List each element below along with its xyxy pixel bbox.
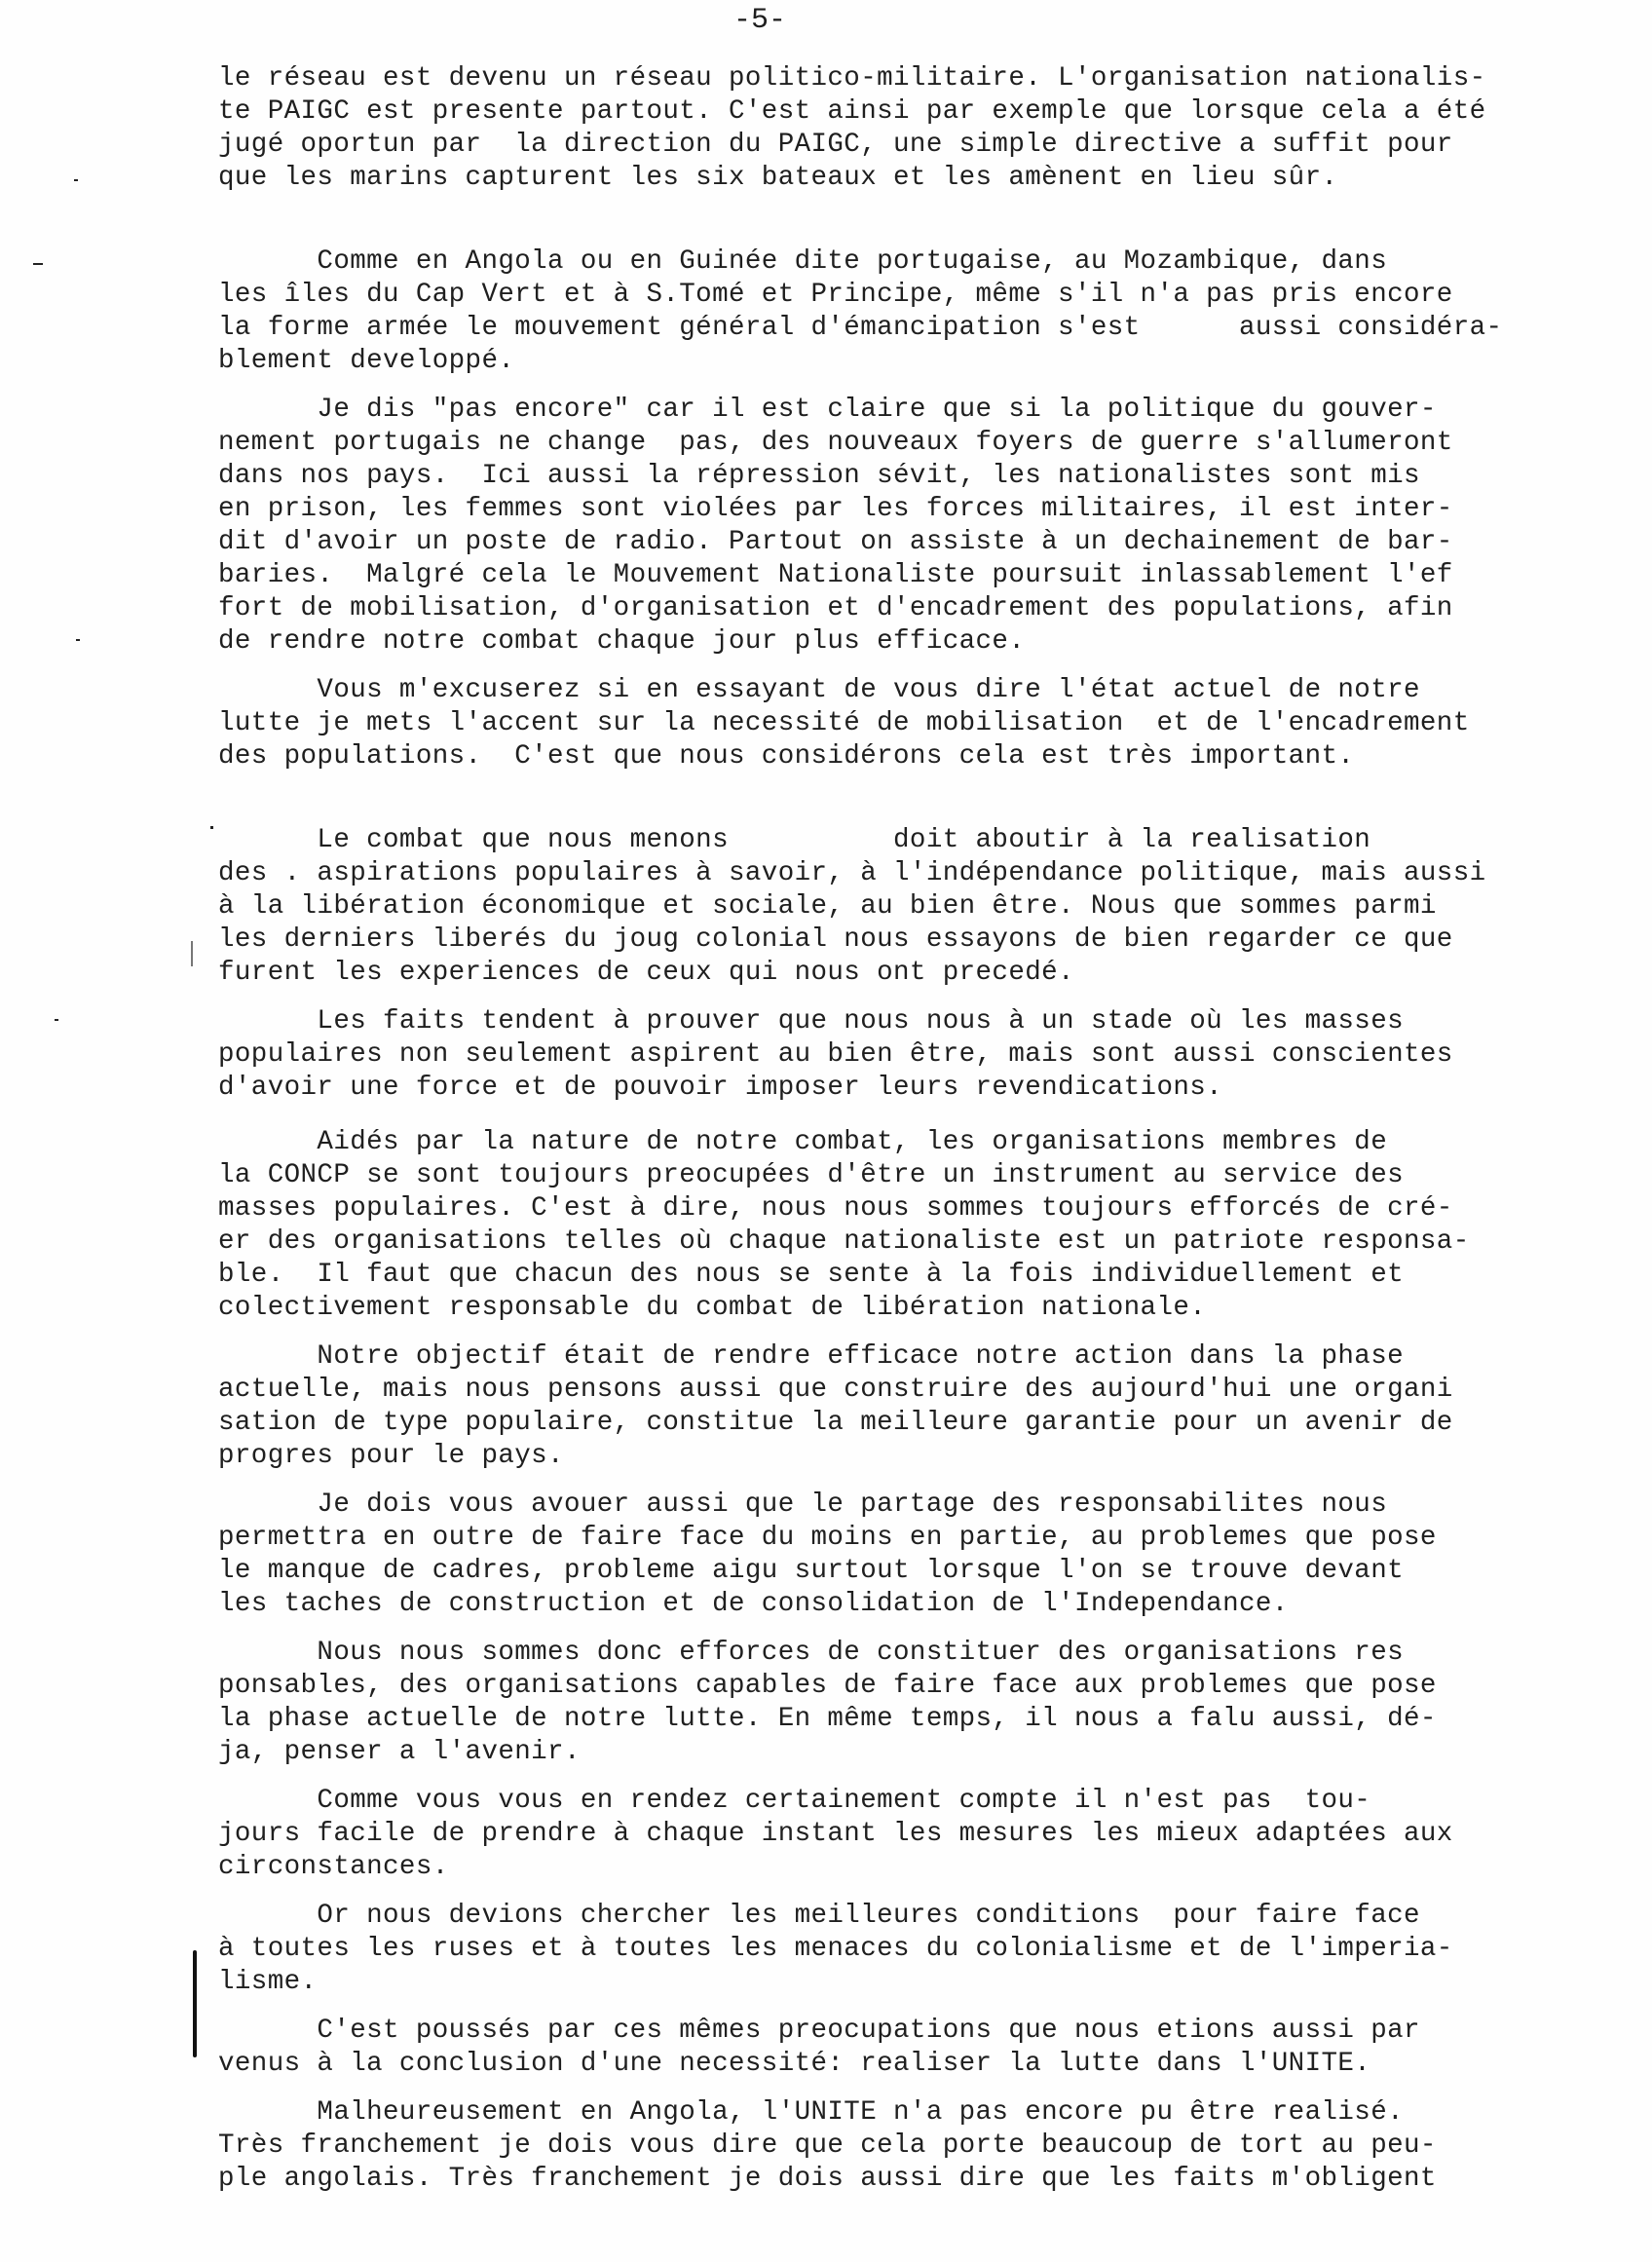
margin-tick: [76, 639, 80, 641]
text-line: Les faits tendent à prouver que nous nous à un stade où les masses: [218, 1006, 1404, 1037]
paragraph-spacer: [218, 378, 1543, 394]
paragraph-spacer: [218, 773, 1543, 824]
text-line: Malheureusement en Angola, l'UNITE n'a pas encore pu être realisé.: [218, 2097, 1404, 2128]
text-line: ponsables, des organisations capables de faire face aux problemes que pose: [218, 1671, 1437, 1701]
text-line: le manque de cadres, probleme aigu surtout lorsque l'on se trouve devant: [218, 1556, 1404, 1586]
paragraph-spacer: [218, 195, 1543, 245]
text-line: le réseau est devenu un réseau politico-militaire. L'organisation nationalis-: [218, 63, 1486, 94]
text-line: Comme en Angola ou en Guinée dite portugaise, au Mozambique, dans: [218, 246, 1388, 277]
text-line: progres pour le pays.: [218, 1441, 564, 1471]
text-line: C'est poussés par ces mêmes preocupations que nous etions aussi par: [218, 2016, 1420, 2046]
text-line: permettra en outre de faire face du moins en partie, au problemes que pose: [218, 1523, 1437, 1553]
text-line: populaires non seulement aspirent au bien être, mais sont aussi conscientes: [218, 1039, 1453, 1070]
text-line: dans nos pays. Ici aussi la répression sévit, les nationalistes sont mis: [218, 461, 1420, 491]
paragraph: [218, 62, 1543, 195]
paragraph-spacer: [218, 1105, 1543, 1126]
text-line: ble. Il faut que chacun des nous se sente à la fois individuellement et: [218, 1260, 1404, 1290]
paragraph: [218, 824, 1543, 990]
text-line: furent les experiences de ceux qui nous ont precedé.: [218, 958, 1074, 988]
text-line: jours facile de prendre à chaque instant les mesures les mieux adaptées aux: [218, 1819, 1453, 1849]
text-line: de rendre notre combat chaque jour plus efficace.: [218, 626, 1026, 657]
text-line: jugé oportun par la direction du PAIGC, une simple directive a suffit pour: [218, 130, 1453, 160]
paragraph-spacer: [218, 1473, 1543, 1489]
paragraph: [218, 245, 1543, 378]
text-line: Nous nous sommes donc efforces de constituer des organisations res: [218, 1638, 1404, 1668]
text-line: fort de mobilisation, d'organisation et d'encadrement des populations, afin: [218, 593, 1453, 623]
text-line: Notre objectif était de rendre efficace notre action dans la phase: [218, 1341, 1404, 1372]
paragraph: [218, 2096, 1543, 2196]
text-line: la forme armée le mouvement général d'émancipation s'est aussi considéra-: [218, 313, 1503, 343]
text-line: Aidés par la nature de notre combat, les organisations membres de: [218, 1127, 1388, 1157]
text-line: colectivement responsable du combat de libération nationale.: [218, 1293, 1207, 1323]
paragraph: [218, 2015, 1543, 2081]
margin-tick: [74, 179, 78, 181]
text-line: les taches de construction et de consolidation de l'Independance.: [218, 1589, 1289, 1619]
text-line: te PAIGC est presente partout. C'est ainsi par exemple que lorsque cela a été: [218, 96, 1486, 127]
text-line: la phase actuelle de notre lutte. En même temps, il nous a falu aussi, dé-: [218, 1704, 1437, 1734]
text-line: des . aspirations populaires à savoir, à l'indépendance politique, mais aussi: [218, 858, 1486, 888]
text-line: à la libération économique et sociale, au bien être. Nous que sommes parmi: [218, 891, 1437, 922]
text-line: les derniers liberés du joug colonial nous essayons de bien regarder ce que: [218, 924, 1453, 955]
text-line: ple angolais. Très franchement je dois aussi dire que les faits m'obligent: [218, 2164, 1437, 2194]
margin-bracket-line: [193, 1950, 197, 2057]
text-line: Comme vous vous en rendez certainement compte il n'est pas tou-: [218, 1786, 1371, 1816]
paragraph: [218, 1126, 1543, 1325]
paragraph-spacer: [218, 1769, 1543, 1785]
text-line: Le combat que nous menons doit aboutir à la realisation: [218, 825, 1371, 855]
paragraph-spacer: [218, 990, 1543, 1005]
paragraph: [218, 394, 1543, 659]
text-line: Je dis "pas encore" car il est claire que si la politique du gouver-: [218, 395, 1437, 425]
paragraph-spacer: [218, 1325, 1543, 1340]
text-line: lutte je mets l'accent sur la necessité de mobilisation et de l'encadrement: [218, 708, 1470, 738]
text-line: la CONCP se sont toujours preocupées d'être un instrument au service des: [218, 1160, 1404, 1190]
text-line: dit d'avoir un poste de radio. Partout on assiste à un dechainement de bar-: [218, 527, 1453, 557]
text-line: lisme.: [218, 1967, 318, 1997]
text-line: sation de type populaire, constitue la meilleure garantie pour un avenir de: [218, 1408, 1453, 1438]
paragraph: [218, 674, 1543, 773]
text-line: blement developpé.: [218, 346, 515, 376]
margin-tick: [191, 941, 193, 966]
text-line: actuelle, mais nous pensons aussi que construire des aujourd'hui une organi: [218, 1375, 1453, 1405]
document-body: [218, 62, 1543, 2196]
paragraph-spacer: [218, 1884, 1543, 1900]
text-line: des populations. C'est que nous considérons cela est très important.: [218, 741, 1355, 772]
paragraph-spacer: [218, 1999, 1543, 2015]
text-line: nement portugais ne change pas, des nouveaux foyers de guerre s'allumeront: [218, 428, 1453, 458]
paragraph: [218, 1489, 1543, 1621]
margin-tick: [33, 263, 43, 265]
paragraph-spacer: [218, 2081, 1543, 2096]
margin-tick: [55, 1019, 58, 1021]
paragraph: [218, 1900, 1543, 1999]
text-line: d'avoir une force et de pouvoir imposer leurs revendications.: [218, 1073, 1223, 1103]
text-line: venus à la conclusion d'une necessité: realiser la lutte dans l'UNITE.: [218, 2049, 1371, 2079]
paragraph-spacer: [218, 659, 1543, 674]
text-line: Je dois vous avouer aussi que le partage des responsabilites nous: [218, 1489, 1388, 1520]
text-line: er des organisations telles où chaque nationaliste est un patriote responsa-: [218, 1226, 1470, 1257]
paragraph: [218, 1785, 1543, 1884]
margin-tick: [210, 826, 213, 829]
paragraph-spacer: [218, 1621, 1543, 1637]
text-line: Vous m'excuserez si en essayant de vous dire l'état actuel de notre: [218, 675, 1420, 705]
text-line: à toutes les ruses et à toutes les menaces du colonialisme et de l'imperia-: [218, 1934, 1453, 1964]
text-line: Très franchement je dois vous dire que cela porte beaucoup de tort au peu-: [218, 2130, 1437, 2161]
paragraph: [218, 1005, 1543, 1105]
text-line: que les marins capturent les six bateaux et les amènent en lieu sûr.: [218, 163, 1338, 193]
text-line: en prison, les femmes sont violées par les forces militaires, il est inter-: [218, 494, 1453, 524]
paragraph: [218, 1637, 1543, 1769]
text-line: circonstances.: [218, 1852, 449, 1882]
text-line: masses populaires. C'est à dire, nous nous sommes toujours efforcés de cré-: [218, 1193, 1453, 1224]
text-line: baries. Malgré cela le Mouvement Nationaliste poursuit inlassablement l'ef: [218, 560, 1453, 590]
text-line: les îles du Cap Vert et à S.Tomé et Principe, même s'il n'a pas pris encore: [218, 280, 1453, 310]
paragraph: [218, 1340, 1543, 1473]
text-line: Or nous devions chercher les meilleures conditions pour faire face: [218, 1901, 1420, 1931]
text-line: ja, penser a l'avenir.: [218, 1737, 581, 1767]
page-number: -5-: [732, 4, 786, 37]
